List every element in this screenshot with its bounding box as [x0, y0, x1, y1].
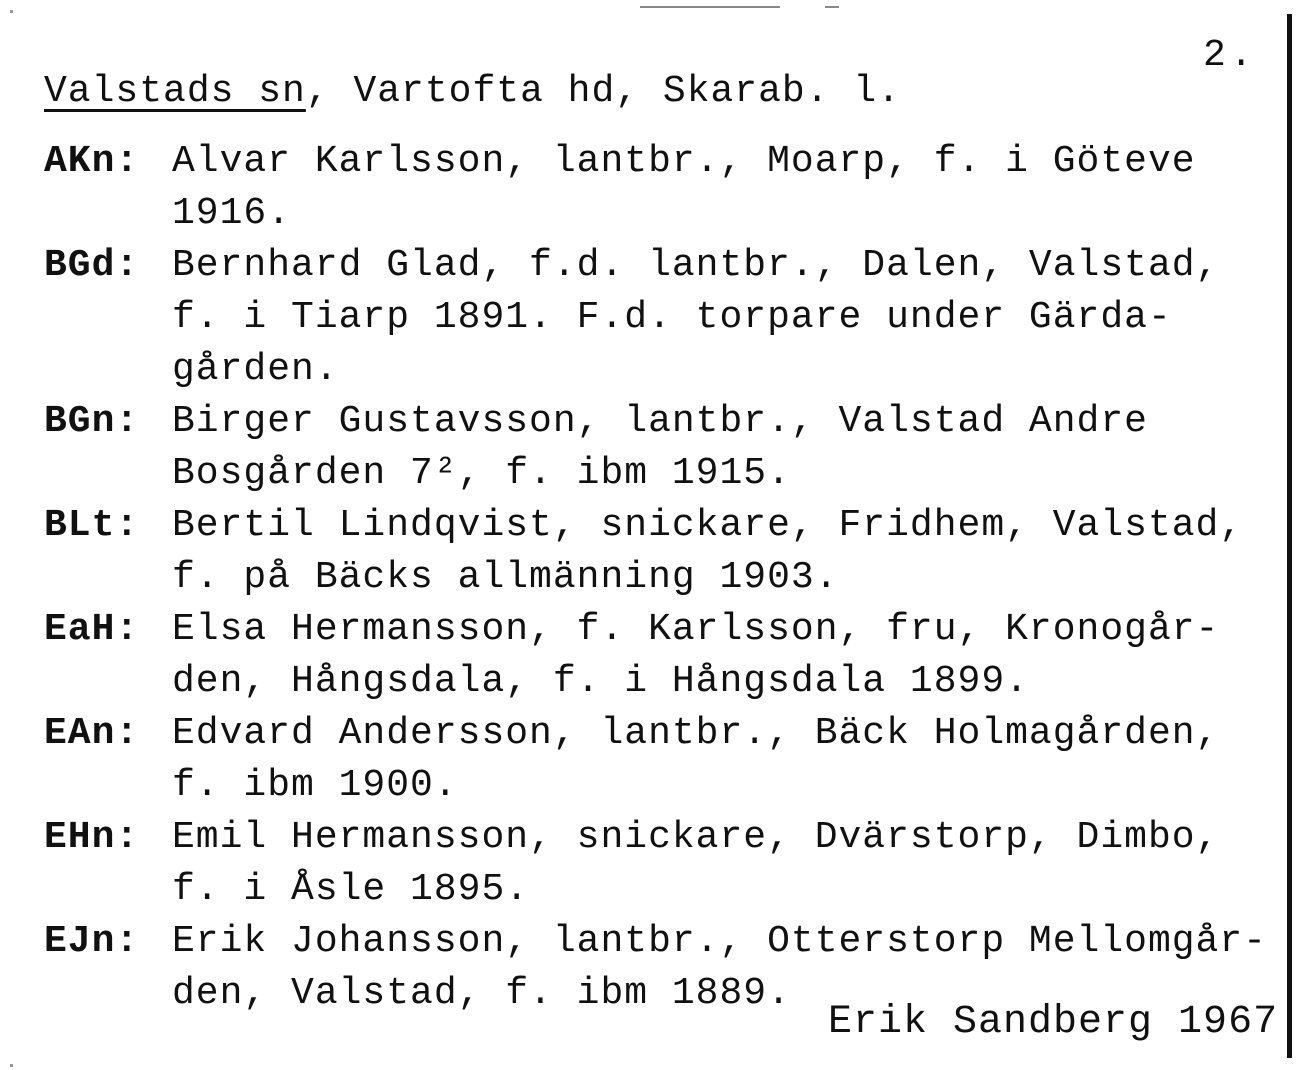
scan-dot [10, 10, 13, 13]
informant-line: f. ibm 1900. [172, 764, 458, 807]
informant-line: f. i Tiarp 1891. F.d. torpare under Gärda- [172, 296, 1172, 339]
informant-line: den, Hångsdala, f. i Hångsdala 1899. [172, 660, 1029, 703]
informant-line: gården. [172, 348, 339, 391]
scan-mark [640, 6, 780, 8]
informant-line: den, Valstad, f. ibm 1889. [172, 972, 791, 1015]
informant-line: Bernhard Glad, f.d. lantbr., Dalen, Valstad, [172, 244, 1220, 287]
informant-code: EHn: [44, 816, 140, 859]
informant-code: EAn: [44, 712, 140, 755]
informant-code: AKn: [44, 140, 140, 183]
informant-line: Bosgården 7², f. ibm 1915. [172, 452, 791, 495]
parish-name: Valstads sn [44, 70, 306, 113]
informant-line: Erik Johansson, lantbr., Otterstorp Mellomgår- [172, 920, 1267, 963]
scan-mark [825, 6, 839, 8]
informant-line: Edvard Andersson, lantbr., Bäck Holmagården, [172, 712, 1220, 755]
informant-line: f. i Åsle 1895. [172, 868, 530, 911]
signature: Erik Sandberg 1967 [828, 1000, 1279, 1045]
informant-line: Alvar Karlsson, lantbr., Moarp, f. i Göteve [172, 140, 1196, 183]
header-rest: , Vartofta hd, Skarab. l. [305, 70, 901, 113]
informant-code: BGn: [44, 400, 140, 443]
scan-dot [10, 1064, 13, 1067]
informant-code: BGd: [44, 244, 140, 287]
informant-line: f. på Bäcks allmänning 1903. [172, 556, 839, 599]
card-border [1287, 14, 1292, 1058]
informant-line: Bertil Lindqvist, snickare, Fridhem, Valstad, [172, 504, 1244, 547]
card-header [44, 70, 901, 113]
informant-code: BLt: [44, 504, 140, 547]
informant-line: Elsa Hermansson, f. Karlsson, fru, Kronogår- [172, 608, 1220, 651]
informant-line: 1916. [172, 192, 292, 235]
informant-code: EJn: [44, 920, 140, 963]
informant-line: Birger Gustavsson, lantbr., Valstad Andre [172, 400, 1148, 443]
page-number: 2. [1203, 34, 1257, 77]
informant-code: EaH: [44, 608, 140, 651]
informant-line: Emil Hermansson, snickare, Dvärstorp, Dimbo, [172, 816, 1220, 859]
